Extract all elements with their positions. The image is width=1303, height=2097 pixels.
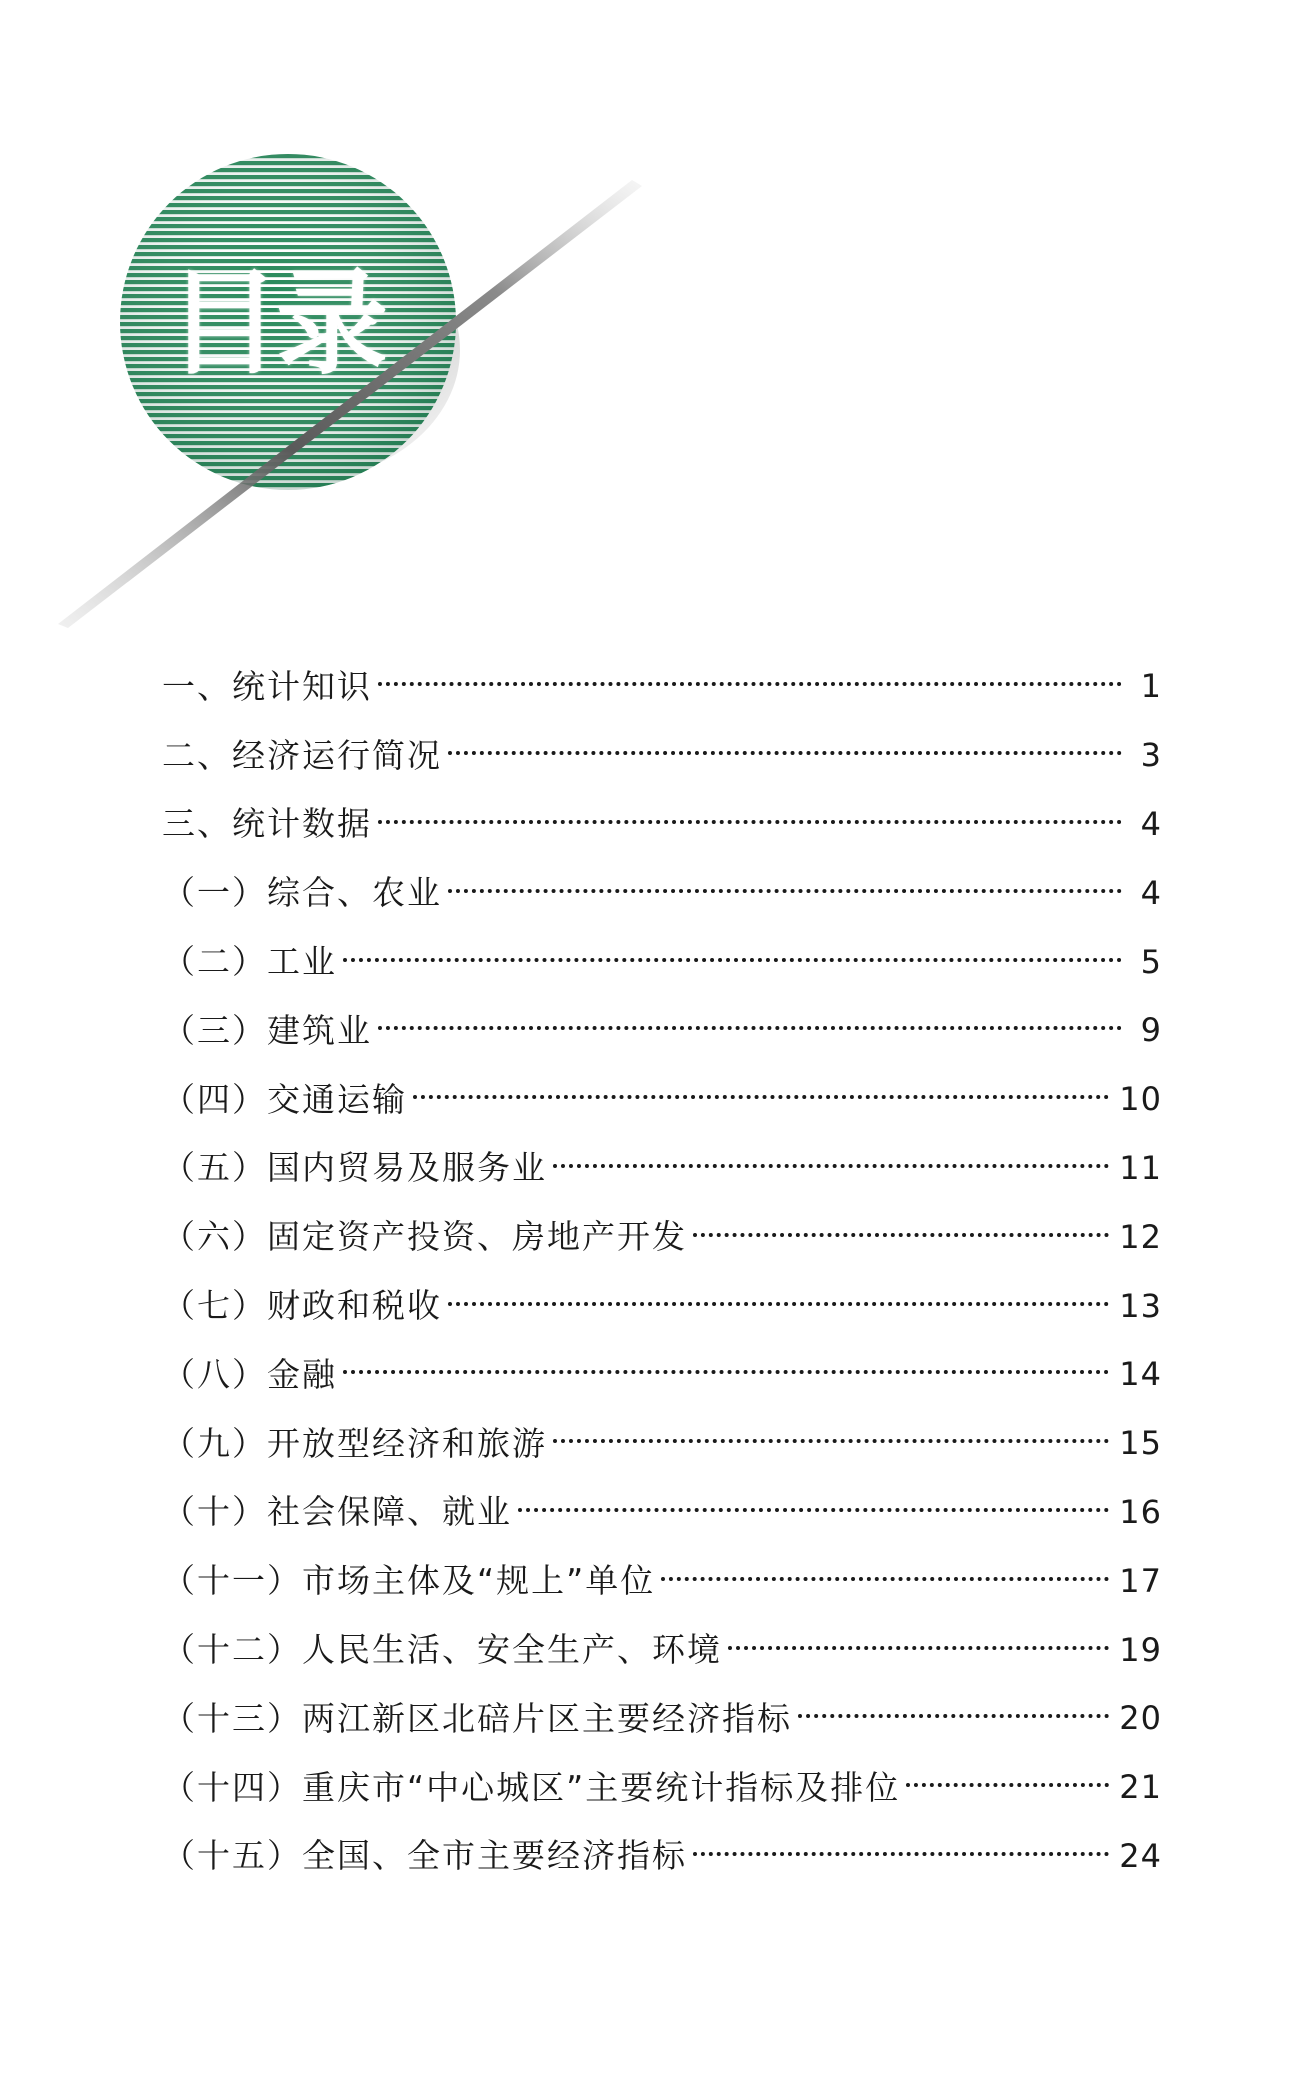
toc-entry-label: （三）建筑业 [162, 1010, 372, 1050]
toc-entry-label: 一、统计知识 [162, 666, 372, 706]
toc-entry[interactable] [162, 1271, 1162, 1340]
toc-leader-dots [378, 682, 1122, 686]
toc-entry[interactable] [162, 721, 1162, 790]
toc-entry[interactable] [162, 996, 1162, 1065]
toc-entry-label: （二）工业 [162, 942, 337, 982]
toc-entry-page: 14 [1119, 1355, 1162, 1394]
toc-entry[interactable] [162, 1822, 1162, 1891]
toc-entry-page: 5 [1140, 942, 1162, 981]
toc-leader-dots [661, 1577, 1109, 1581]
toc-entry-label: （十四）重庆市“中心城区”主要统计指标及排位 [162, 1767, 901, 1807]
toc-entry[interactable] [162, 858, 1162, 927]
toc-leader-dots [343, 958, 1122, 962]
toc-entry[interactable] [162, 1340, 1162, 1409]
page-title: 目录 [168, 257, 384, 391]
toc-entry-page: 10 [1119, 1080, 1162, 1119]
toc-entry-label: （五）国内贸易及服务业 [162, 1148, 547, 1188]
toc-entry-label: （十三）两江新区北碚片区主要经济指标 [162, 1698, 792, 1738]
toc-entry-label: （一）综合、农业 [162, 873, 442, 913]
toc-entry-label: （九）开放型经济和旅游 [162, 1423, 547, 1463]
toc-leader-dots [728, 1646, 1109, 1650]
toc-entry-page: 13 [1119, 1286, 1162, 1325]
toc-entry[interactable] [162, 1202, 1162, 1271]
toc-leader-dots [693, 1852, 1109, 1856]
toc-entry[interactable] [162, 1615, 1162, 1684]
toc-leader-dots [906, 1783, 1109, 1787]
toc-entry-label: （十二）人民生活、安全生产、环境 [162, 1630, 722, 1670]
toc-entry-page: 20 [1119, 1699, 1162, 1738]
toc-entry-label: 二、经济运行简况 [162, 735, 442, 775]
toc-entry[interactable] [162, 1753, 1162, 1822]
toc-leader-dots [553, 1439, 1109, 1443]
toc-entry[interactable] [162, 1478, 1162, 1547]
toc-leader-dots [378, 1026, 1122, 1030]
toc-leader-dots [448, 751, 1122, 755]
toc-entry-page: 19 [1119, 1630, 1162, 1669]
toc-entry-page: 15 [1119, 1424, 1162, 1463]
toc-entry-page: 4 [1140, 804, 1162, 843]
toc-leader-dots [693, 1233, 1109, 1237]
toc-entry[interactable] [162, 927, 1162, 996]
toc-entry[interactable] [162, 1684, 1162, 1753]
toc-entry-page: 9 [1140, 1011, 1162, 1050]
toc-entry-label: （六）固定资产投资、房地产开发 [162, 1217, 687, 1257]
toc-entry-label: （十）社会保障、就业 [162, 1492, 512, 1532]
toc-entry-page: 3 [1140, 736, 1162, 775]
toc-leader-dots [798, 1714, 1109, 1718]
toc-entry-label: （十五）全国、全市主要经济指标 [162, 1836, 687, 1876]
toc-leader-dots [448, 889, 1122, 893]
toc-entry[interactable] [162, 1065, 1162, 1134]
toc-entry-page: 16 [1119, 1492, 1162, 1531]
toc-entry[interactable] [162, 790, 1162, 859]
toc-entry-label: 三、统计数据 [162, 804, 372, 844]
toc-leader-dots [378, 820, 1122, 824]
toc-leader-dots [413, 1095, 1109, 1099]
toc-entry-page: 24 [1119, 1836, 1162, 1875]
toc-entry-page: 1 [1140, 667, 1162, 706]
toc-entry-page: 21 [1119, 1768, 1162, 1807]
toc-entry-page: 12 [1119, 1217, 1162, 1256]
toc-entry-label: （八）金融 [162, 1354, 337, 1394]
toc-leader-dots [518, 1508, 1109, 1512]
toc-entry-page: 11 [1119, 1148, 1162, 1187]
toc-entry[interactable] [162, 1134, 1162, 1203]
toc-entry[interactable] [162, 652, 1162, 721]
toc-entry[interactable] [162, 1546, 1162, 1615]
table-of-contents [162, 652, 1162, 1890]
toc-entry-page: 4 [1140, 873, 1162, 912]
toc-entry-label: （十一）市场主体及“规上”单位 [162, 1561, 656, 1601]
toc-entry-label: （七）财政和税收 [162, 1286, 442, 1326]
toc-leader-dots [343, 1370, 1109, 1374]
toc-leader-dots [553, 1164, 1109, 1168]
toc-entry-page: 17 [1119, 1561, 1162, 1600]
toc-leader-dots [448, 1302, 1109, 1306]
toc-entry[interactable] [162, 1409, 1162, 1478]
toc-entry-label: （四）交通运输 [162, 1079, 407, 1119]
